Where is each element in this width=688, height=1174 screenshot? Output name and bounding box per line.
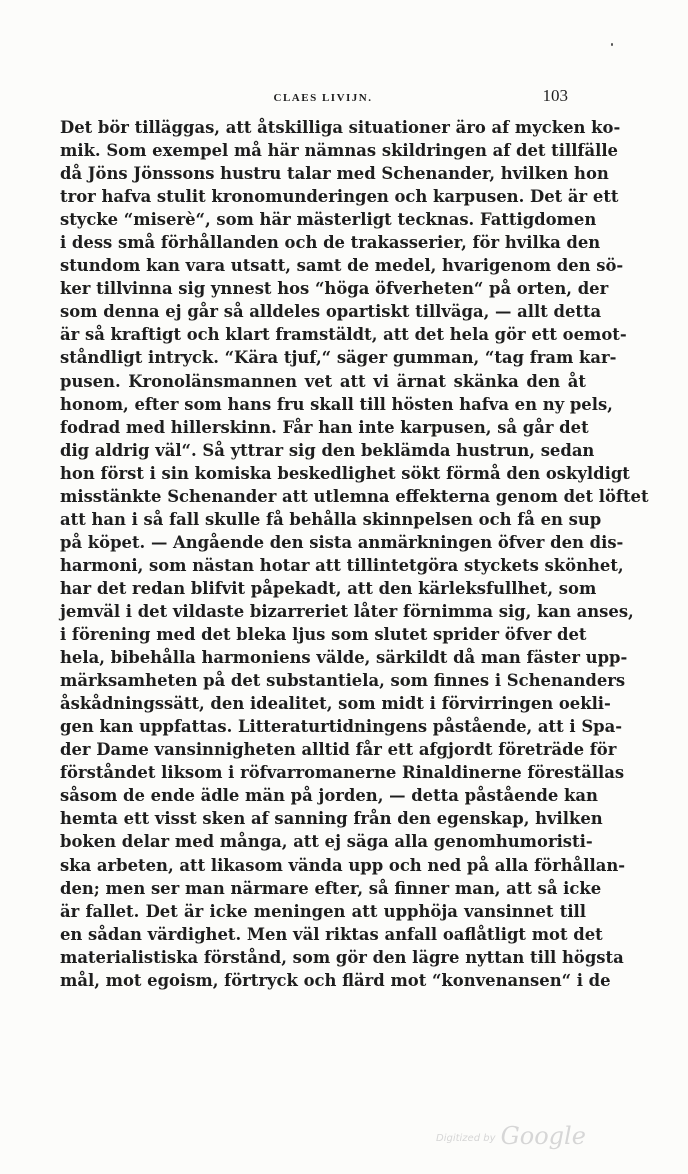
text-line: boken delar med många, att ej säga alla genomhumoristi- (60, 832, 593, 852)
text-line: ker tillvinna sig ynnest hos “höga öfverheten“ på orten, der (60, 279, 609, 299)
text-line: åskådningssätt, den idealitet, som midt i förvirringen oekli- (60, 694, 611, 714)
page-number: 103 (542, 86, 568, 105)
text-line: tror hafva stulit kronomunderingen och karpusen. Det är ett (60, 187, 619, 207)
text-line: som denna ej går så alldeles opartiskt tillväga, — allt detta (60, 302, 602, 322)
text-line: ståndligt intryck. “Kära tjuf,“ säger gumman, “tag fram kar- (60, 348, 617, 368)
text-line: hela, bibehålla harmoniens välde, särkildt då man fäster upp- (60, 648, 628, 668)
text-line: på köpet. — Angående den sista anmärkningen öfver den dis- (60, 532, 624, 552)
text-line: i förening med det bleka ljus som slutet sprider öfver det (60, 625, 587, 645)
text-line: dig aldrig väl“. Så yttrar sig den beklämda hustrun, sedan (60, 440, 595, 460)
text-line: märksamheten på det substantiela, som finnes i Schenanders (60, 671, 626, 691)
digitized-watermark (436, 1122, 586, 1150)
text-line: der Dame vansinnigheten alltid får ett afgjordt företräde för (60, 740, 617, 760)
text-line: är fallet. Det är icke meningen att upphöja vansinnet till (60, 901, 586, 921)
text-line: misstänkte Schenander att utlemna effekterna genom det löftet (60, 486, 649, 506)
text-line: gen kan uppfattas. Litteraturtidningens påstående, att i Spa- (60, 717, 623, 737)
text-line: materialistiska förstånd, som gör den lägre nyttan till högsta (60, 947, 624, 967)
text-line: då Jöns Jönssons hustru talar med Schenander, hvilken hon (60, 164, 609, 184)
text-line: jemväl i det vildaste bizarreriet låter förnimma sig, kan anses, (60, 601, 634, 621)
text-line: hon först i sin komiska beskedlighet sökt förmå den oskyldigt (60, 463, 630, 483)
text-line: stycke “miserè“, som här mästerligt tecknas. Fattigdomen (60, 210, 597, 230)
text-line: är så kraftigt och klart framstäldt, att det hela gör ett oemot- (60, 325, 627, 345)
text-line: honom, efter som hans fru skall till hösten hafva en ny pels, (60, 394, 613, 414)
page-header (60, 86, 586, 112)
text-line: en sådan värdighet. Men väl riktas anfall oaflåtligt mot det (60, 924, 603, 944)
text-line: ska arbeten, att likasom vända upp och ned på alla förhållan- (60, 855, 626, 875)
text-line: såsom de ende ädle män på jorden, — detta påstående kan (60, 786, 598, 806)
watermark-prefix: Digitized by (436, 1133, 496, 1144)
text-line: mål, mot egoism, förtryck och flärd mot “konvenansen“ i de (60, 970, 611, 990)
text-line: harmoni, som nästan hotar att tillintetgöra styckets skönhet, (60, 555, 624, 575)
text-line: hemta ett visst sken af sanning från den egenskap, hvilken (60, 809, 603, 829)
text-line: pusen. Kronolänsmannen vet att vi ärnat skänka den åt (60, 371, 586, 391)
body-text (60, 116, 649, 992)
text-line: i dess små förhållanden och de trakasserier, för hvilka den (60, 233, 601, 253)
text-line: Det bör tilläggas, att åtskilliga situationer äro af mycken ko- (60, 118, 621, 137)
text-line: fodrad med hillerskinn. Får han inte karpusen, så går det (60, 417, 589, 437)
running-title: CLAES LIVIJN. (273, 92, 373, 104)
text-line: den; men ser man närmare efter, så finner man, att så icke (60, 878, 602, 898)
watermark-brand: Google (500, 1122, 586, 1150)
text-line: förståndet liksom i röfvarromanerne Rinaldinerne föreställas (60, 763, 625, 783)
text-line: stundom kan vara utsatt, samt de medel, hvarigenom den sö- (60, 256, 624, 276)
text-line: har det redan blifvit påpekadt, att den kärleksfullhet, som (60, 578, 597, 598)
text-line: att han i så fall skulle få behålla skinnpelsen och få en sup (60, 509, 602, 529)
text-line: mik. Som exempel må här nämnas skildringen af det tillfälle (60, 141, 618, 161)
paper-speck (611, 43, 613, 46)
